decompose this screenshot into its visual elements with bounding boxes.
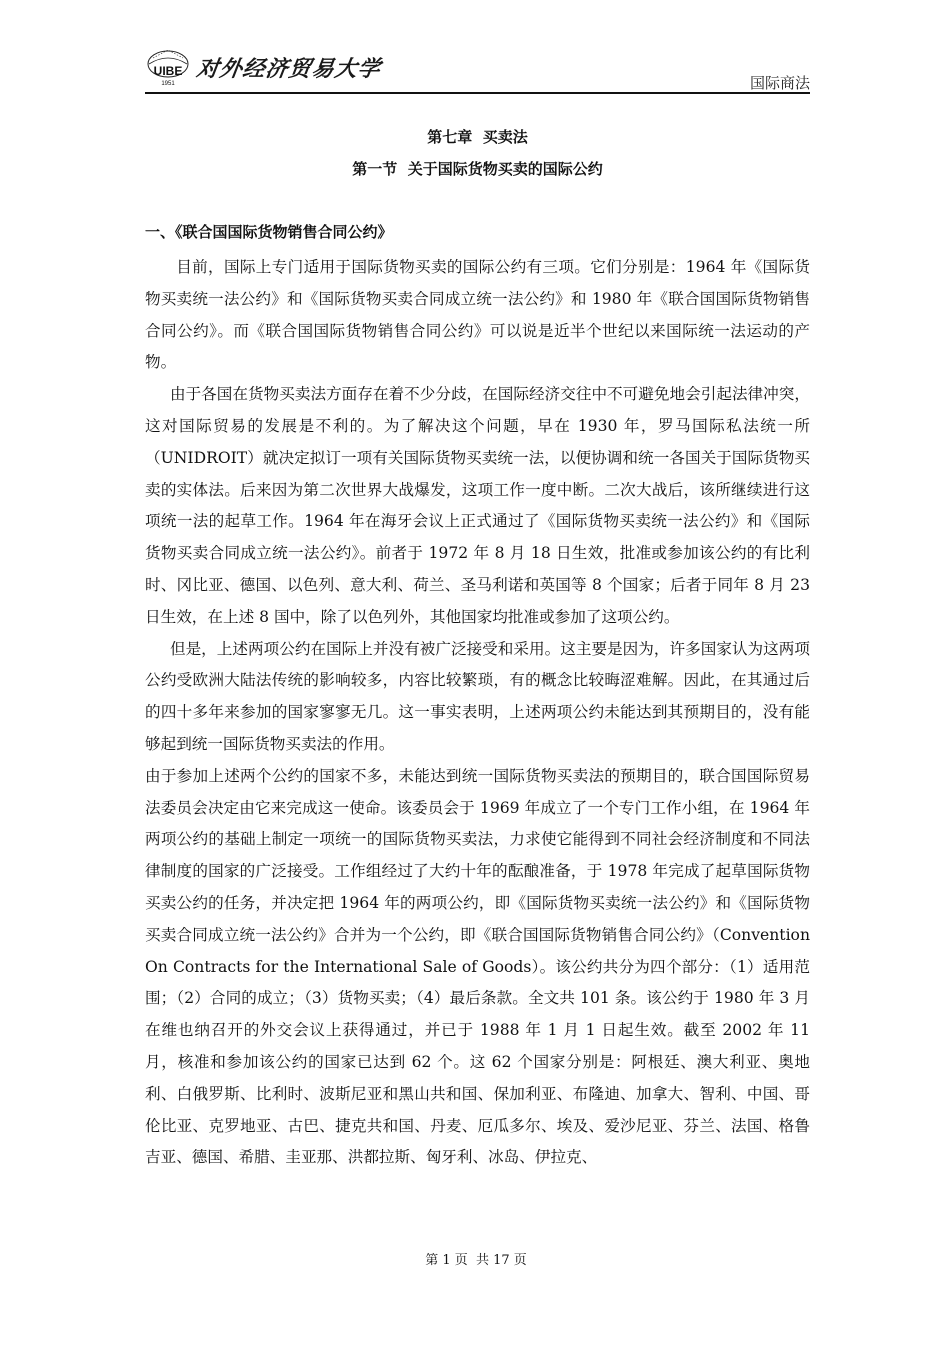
page-header <box>145 44 810 94</box>
paragraph: 目前，国际上专门适用于国际货物买卖的国际公约有三项。它们分别是：1964 年《国际货物买卖统一法公约》和《国际货物买卖合同成立统一法公约》和 1980 年《联合国国际货物销售合同公约》。而《联合国国际货物销售合同公约》可以说是近半个世纪以来国际统一法运动的产物。 <box>145 258 810 372</box>
section-heading: 一、《联合国国际货物销售合同公约》 <box>145 223 393 241</box>
header-divider <box>145 92 810 94</box>
university-logo <box>145 48 191 88</box>
university-name: 对外经济贸易大学 <box>194 56 383 82</box>
paragraph: 由于参加上述两个公约的国家不多，未能达到统一国际货物买卖法的预期目的，联合国国际贸易法委员会决定由它来完成这一使命。该委员会于 1969 年成立了一个专门工作小组，在 1964 年两项公约的基础上制定一项统一的国际货物买卖法，力求使它能得到不同社会经济制度和不同法律制度的国家的广泛接受。工作组经过了大约十年的酝酿准备，于 1978 年完成了起草国际货物买卖公约的任务，并决定把 1964 年的两项公约，即《国际货物买卖统一法公约》和《国际货物买卖合同成立统一法公约》合并为一个公约，即《联合国国际货物销售合同公约》（Convention On Contracts for the International Sale of Goods）。该公约共分为四个部分：（1）适用范围；（2）合同的成立；（3）货物买卖；（4）最后条款。全文共 101 条。该公约于 1980 年 3 月在维也纳召开的外交会议上获得通过，并已于 1988 年 1 月 1 日起生效。截至 2002 年 11 月，核准和参加该公约的国家已达到 62 个。这 62 个国家分别是：阿根廷、澳大利亚、奥地利、白俄罗斯、比利时、波斯尼亚和黑山共和国、保加利亚、布隆迪、加拿大、智利、中国、哥伦比亚、克罗地亚、古巴、捷克共和国、丹麦、厄瓜多尔、埃及、爱沙尼亚、芬兰、法国、格鲁吉亚、德国、希腊、圭亚那、洪都拉斯、匈牙利、冰岛、伊拉克、 <box>145 766 810 1167</box>
logo-text: UIBE <box>153 64 183 78</box>
paragraph: 由于各国在货物买卖法方面存在着不少分歧，在国际经济交往中不可避免地会引起法律冲突，这对国际贸易的发展是不利的。为了解决这个问题，早在 1930 年，罗马国际私法统一所（UNIDROIT）就决定拟订一项有关国际货物买卖统一法，以便协调和统一各国关于国际货物买卖的实体法。后来因为第二次世界大战爆发，这项工作一度中断。二次大战后，该所继续进行这项统一法的起草工作。1964 年在海牙会议上正式通过了《国际货物买卖统一法公约》和《国际货物买卖合同成立统一法公约》。前者于 1972 年 8 月 18 日生效，批准或参加该公约的有比利时、冈比亚、德国、以色列、意大利、荷兰、圣马利诺和英国等 8 个国家；后者于同年 8 月 23 日生效，在上述 8 国中，除了以色列外，其他国家均批准或参加了这项公约。 <box>145 385 810 626</box>
paragraph: 但是，上述两项公约在国际上并没有被广泛接受和采用。这主要是因为，许多国家认为这两项公约受欧洲大陆法传统的影响较多，内容比较繁琐，有的概念比较晦涩难解。因此，在其通过后的四十多年来参加的国家寥寥无几。这一事实表明，上述两项公约未能达到其预期目的，没有能够起到统一国际货物买卖法的作用。 <box>145 639 810 753</box>
page-number: 第 1 页 共 17 页 <box>425 1253 527 1268</box>
logo-year: 1951 <box>161 81 175 87</box>
course-name: 国际商法 <box>749 74 810 92</box>
body-text <box>145 252 810 1174</box>
section-title: 第一节 关于国际货物买卖的国际公约 <box>352 160 603 178</box>
chapter-title: 第七章 买卖法 <box>427 128 528 146</box>
